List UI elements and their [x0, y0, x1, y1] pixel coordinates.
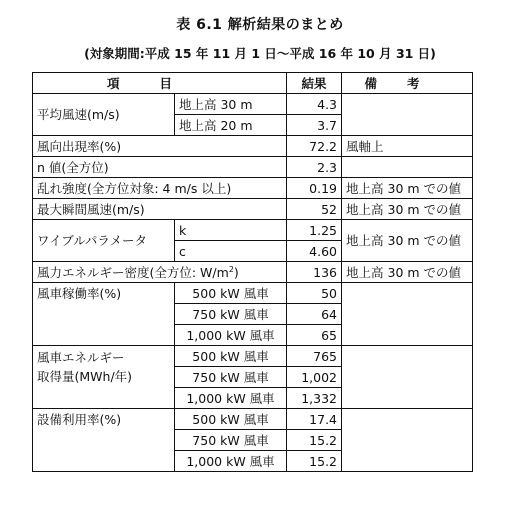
note-cell: 地上高 30 m での値: [342, 262, 473, 283]
result-value: 65: [287, 325, 342, 346]
note-cell: [342, 346, 473, 409]
note-cell: [342, 409, 473, 472]
table-row: [33, 283, 473, 304]
header-item: 項目: [33, 73, 287, 94]
sub-label: c: [175, 241, 287, 262]
sub-label: k: [175, 220, 287, 241]
row-label-avg-wind: 平均風速(m/s): [33, 94, 175, 136]
table-row: [33, 178, 473, 199]
sub-label: 750 kW 風車: [175, 304, 287, 325]
table-row: [33, 94, 473, 115]
header-result: 結果: [287, 73, 342, 94]
sub-label: 1,000 kW 風車: [175, 325, 287, 346]
result-value: 2.3: [287, 157, 342, 178]
table-row: [33, 262, 473, 283]
result-value: 3.7: [287, 115, 342, 136]
table-row: [33, 136, 473, 157]
sub-label: 地上高 20 m: [175, 115, 287, 136]
note-cell: 地上高 30 m での値: [342, 178, 473, 199]
row-label: n 値(全方位): [33, 157, 287, 178]
result-value: 765: [287, 346, 342, 367]
row-label-weibull: ワイブルパラメータ: [33, 220, 175, 262]
header-row: [33, 73, 473, 94]
table-caption: 表 6.1 解析結果のまとめ: [176, 17, 344, 33]
result-value: 4.60: [287, 241, 342, 262]
sub-label: 1,000 kW 風車: [175, 388, 287, 409]
result-value: 136: [287, 262, 342, 283]
sub-label: 750 kW 風車: [175, 430, 287, 451]
table-row: [33, 220, 473, 241]
result-value: 4.3: [287, 94, 342, 115]
result-value: 1.25: [287, 220, 342, 241]
sub-label: 500 kW 風車: [175, 283, 287, 304]
row-label: 風向出現率(%): [33, 136, 287, 157]
table-row: [33, 346, 473, 367]
sub-label: 500 kW 風車: [175, 346, 287, 367]
result-value: 0.19: [287, 178, 342, 199]
result-value: 50: [287, 283, 342, 304]
note-cell: [342, 157, 473, 178]
row-label-operation-rate: 風車稼働率(%): [33, 283, 175, 346]
row-label-energy-yield: 風車エネルギー 取得量(MWh/年): [33, 346, 175, 409]
result-value: 15.2: [287, 430, 342, 451]
result-value: 1,332: [287, 388, 342, 409]
sub-label: 500 kW 風車: [175, 409, 287, 430]
row-label: 乱れ強度(全方位対象: 4 m/s 以上): [33, 178, 287, 199]
sub-label: 1,000 kW 風車: [175, 451, 287, 472]
table-row: [33, 199, 473, 220]
results-table: [32, 72, 473, 472]
result-value: 64: [287, 304, 342, 325]
result-value: 1,002: [287, 367, 342, 388]
note-cell: 風軸上: [342, 136, 473, 157]
period-subtitle: (対象期間:平成 15 年 11 月 1 日～平成 16 年 10 月 31 日): [84, 46, 436, 61]
row-label: 最大瞬間風速(m/s): [33, 199, 287, 220]
row-label-energy-density: 風力エネルギー密度(全方位: $W/m^2$): [33, 262, 287, 283]
result-value: 52: [287, 199, 342, 220]
table-row: [33, 409, 473, 430]
note-cell: 地上高 30 m での値: [342, 220, 473, 262]
result-value: 72.2: [287, 136, 342, 157]
row-label-capacity-factor: 設備利用率(%): [33, 409, 175, 472]
sub-label: 地上高 30 m: [175, 94, 287, 115]
note-cell: 地上高 30 m での値: [342, 199, 473, 220]
note-cell: [342, 283, 473, 346]
note-cell: [342, 94, 473, 136]
header-note: 備考: [342, 73, 473, 94]
result-value: 15.2: [287, 451, 342, 472]
result-value: 17.4: [287, 409, 342, 430]
table-row: [33, 157, 473, 178]
sub-label: 750 kW 風車: [175, 367, 287, 388]
